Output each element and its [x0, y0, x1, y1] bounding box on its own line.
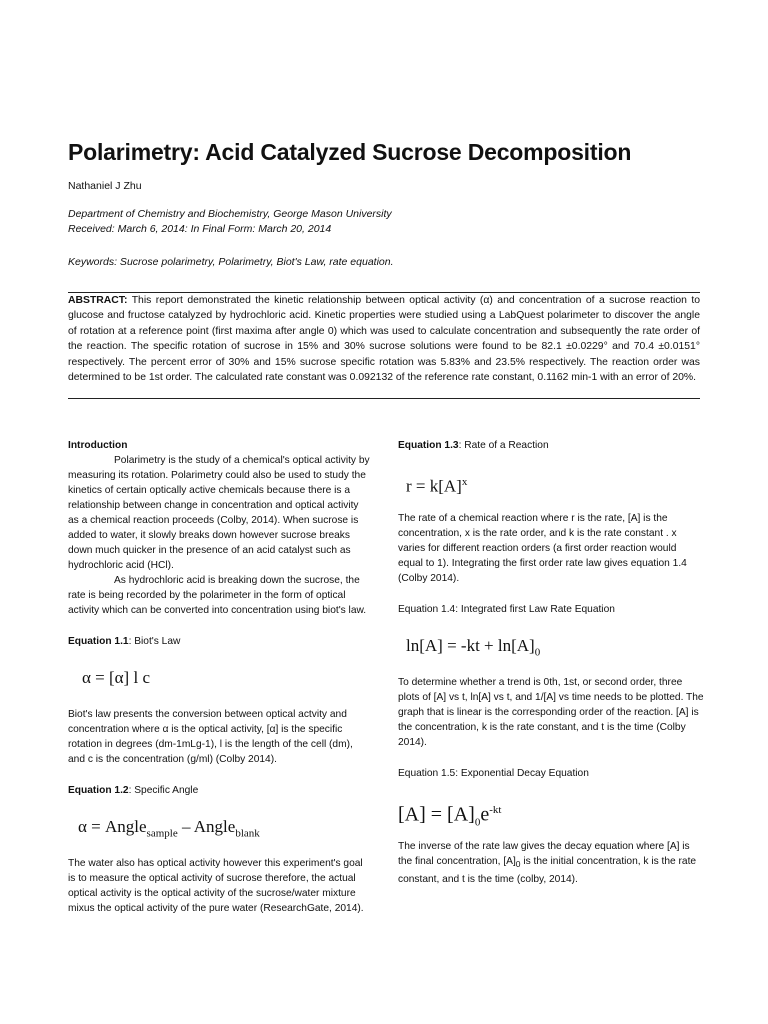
equation-1-3-exponent: x [461, 476, 468, 488]
equation-1-1-name: : Biot's Law [128, 636, 181, 647]
equation-1-1: α = [α] l c [82, 668, 150, 687]
equation-1-2-subscript-sample: sample [146, 827, 178, 840]
equation-1-4 [398, 617, 704, 675]
abstract-bottom-rule [68, 398, 700, 399]
equation-1-5-exponent: -kt [489, 804, 502, 816]
equation-1-2-description: The water also has optical activity however this experiment's goal is to measure the optical activity of sucrose therefore, the actual optical activity is the optical activity of the sucrose/water mixture mixus the optical activity of the pure water (ResearchGate, 2014). [68, 858, 364, 914]
equation-1-4-subscript: 0 [534, 646, 541, 659]
abstract-label: ABSTRACT: [68, 295, 128, 306]
equation-1-2 [68, 798, 370, 856]
equation-1-2-subscript-blank: blank [235, 827, 260, 840]
equation-1-2-number: Equation 1.2 [68, 785, 129, 796]
equation-1-1-number: Equation 1.1 [68, 636, 129, 647]
equation-1-3-name: : Rate of a Reaction [458, 440, 549, 451]
equation-1-3-label [398, 438, 704, 453]
equation-1-5-description-b: is the initial concentration, k is the rate constant, and t is the time (colby, 2014). [398, 856, 697, 886]
equation-1-3-number: Equation 1.3 [398, 440, 459, 451]
equation-1-2-label [68, 783, 370, 798]
equation-1-2-name: : Specific Angle [128, 785, 199, 796]
paper-title: Polarimetry: Acid Catalyzed Sucrose Decomposition [68, 139, 632, 165]
right-column [398, 438, 704, 887]
equation-1-5-description-a: The inverse of the rate law gives the decay equation where [A] is the final concentration, [A] [398, 841, 690, 867]
section-heading-introduction: Introduction [68, 440, 128, 451]
equation-1-3-body: r = k[A] [406, 476, 462, 496]
equation-1-1-description: Biot's law presents the conversion between optical actvity and concentration where α is the optical activity, [α] is the specific rotation in degrees (dm-1mLg-1), l is the length of the cell (dm), and c is the concentration (g/ml) (Colby 2014). [68, 709, 353, 765]
received-dates: Received: March 6, 2014: In Final Form: March 20, 2014 [68, 223, 332, 235]
equation-1-5-label: Equation 1.5: Exponential Decay Equation [398, 768, 589, 779]
equation-1-5-subscript: 0 [474, 816, 481, 829]
keywords: Keywords: Sucrose polarimetry, Polarimetry, Biot's Law, rate equation. [68, 256, 394, 268]
equation-1-5-description-subscript: 0 [515, 859, 521, 870]
equation-1-5-body: [A] = [A] [398, 803, 475, 826]
equation-1-2-lhs: α = Angle [78, 817, 147, 836]
equation-1-5 [398, 781, 704, 839]
equation-1-2-mid: – Angle [177, 817, 236, 836]
affiliation-block [68, 207, 392, 237]
author-name: Nathaniel J Zhu [68, 180, 142, 192]
equation-1-4-label: Equation 1.4: Integrated first Law Rate Equation [398, 604, 615, 615]
equation-1-3 [398, 453, 704, 511]
intro-paragraph-2: As hydrochloric acid is breaking down the sucrose, the rate is being recorded by the polarimeter in the form of optical activity which can be converted into concentration using biot's law. [68, 575, 367, 616]
intro-paragraph-1: Polarimetry is the study of a chemical's optical activity by measuring its rotation. Polarimetry could also be used to study the kinetics of certain optically active chemicals because there is a relationship between change in concentration and optical activity as a chemical reaction proceeds (Colby, 2014). When sucrose is added to water, it slowly breaks down however sucrose breaks down much quicker in the presence of an acid catalyst such as hydrochloric acid (HCl). [68, 455, 370, 571]
equation-1-1-label [68, 634, 370, 649]
equation-1-4-body: ln[A] = -kt + ln[A] [406, 636, 535, 655]
equation-1-5-description [398, 839, 704, 887]
equation-1-3-description: The rate of a chemical reaction where r is the rate, [A] is the concentration, x is the rate order, and k is the rate constant . x varies for different reaction orders (a first order reaction would equal to 1). Integrating the first order rate law gives equation 1.4 (Colby 2014). [398, 513, 687, 584]
left-column [68, 438, 370, 916]
equation-1-4-description: To determine whether a trend is 0th, 1st, or second order, three plots of [A] vs t, ln[A] vs t, and 1/[A] vs time needs to be plotted. The graph that is linear is the corresponding order of the reaction. [A] is the concentration, k is the rate constant, and t is the time (Colby 2014). [398, 677, 704, 748]
equation-1-5-e: e [480, 803, 490, 826]
affiliation: Department of Chemistry and Biochemistry, George Mason University [68, 208, 392, 220]
abstract [68, 293, 700, 385]
abstract-text: This report demonstrated the kinetic relationship between optical activity (α) and concentration of a sucrose reaction to glucose and fructose catalyzed by hydrochloric acid. Kinetic properties were studied using a LabQuest polarimeter to discover the angle of rotation at a reference point (first maxima after angle 0) which was used to calculate concentration and subsequently the rate order of the reaction. The specific rotation of sucrose in 15% and 30% sucrose solutions were found to be 82.1 ±0.0229° and 70.4 ±0.0151° respectively. The percent error of 30% and 15% sucrose specific rotation was 5.83% and 23.5% respectively. The reaction order was determined to be 1st order. The calculated rate constant was 0.092132 of the reference rate constant, 0.1162 min-1 with an error of 20%. [68, 295, 701, 384]
